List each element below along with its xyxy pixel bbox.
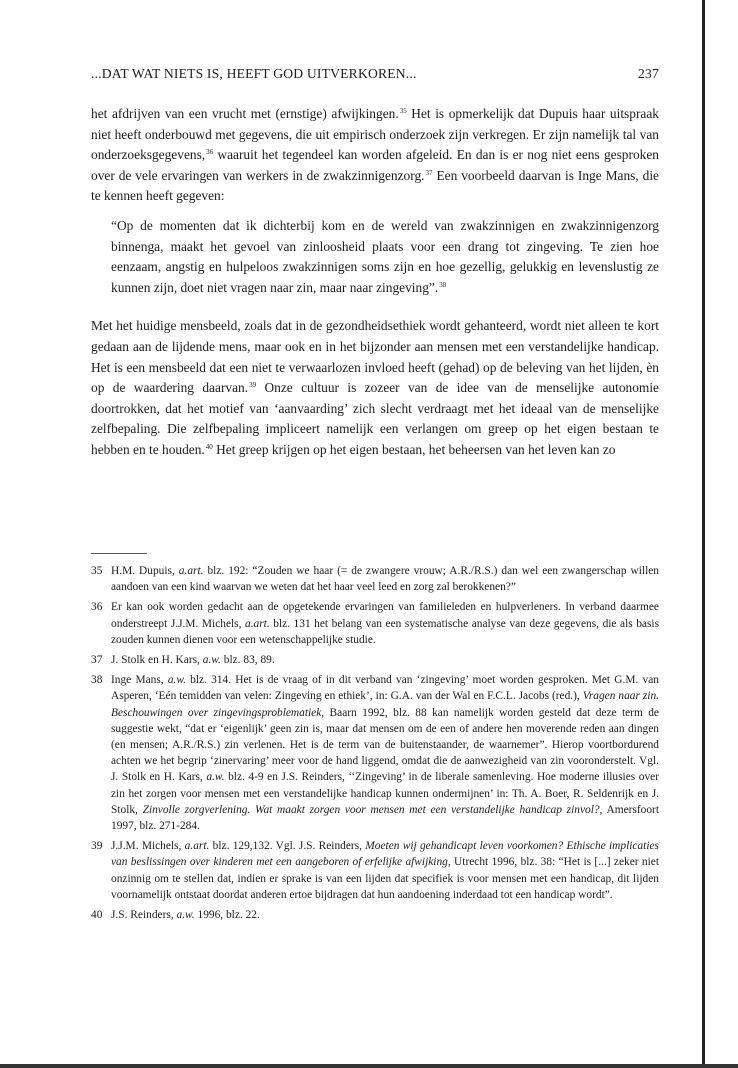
footnote-text: Er kan ook worden gedacht aan de opgetekende ervaringen van familieleden en hulpverleners. In verband daarmee onderstreept J.J.M. Michels, a.art. blz. 131 het belang van een systematische analyse van deze gegevens, die als basis zouden kunnen dienen voor een wetenschappelijke studie. bbox=[111, 601, 660, 646]
page-number: 237 bbox=[638, 66, 659, 81]
footnotes bbox=[91, 563, 659, 927]
footnote-ref-38[interactable]: 38 bbox=[439, 280, 447, 289]
footnote-number: 38 bbox=[91, 674, 103, 687]
footnote-number: 40 bbox=[91, 909, 103, 922]
footnote-36 bbox=[91, 599, 659, 648]
page-edge-right bbox=[702, 0, 705, 1068]
footnote-ref-36[interactable]: 36 bbox=[206, 148, 214, 157]
running-title: ...DAT WAT NIETS IS, HEEFT GOD UITVERKOREN... bbox=[91, 66, 417, 81]
footnote-text: J. Stolk en H. Kars, a.w. blz. 83, 89. bbox=[111, 654, 275, 667]
body-text bbox=[91, 104, 659, 461]
footnote-number: 35 bbox=[91, 565, 103, 577]
footnote-ref-37[interactable]: 37 bbox=[425, 168, 433, 177]
footnote-38 bbox=[91, 672, 659, 834]
page-edge-bottom bbox=[0, 1064, 738, 1068]
paragraph-2: Met het huidige mensbeeld, zoals dat in de gezondheidsethiek wordt gehanteerd, wordt niet alleen te kort gedaan aan de lijdende mens, maar ook en in het bijzonder aan mensen met een verstandelijke handicap. Het is een mensbeeld dat een niet te verwaarlozen invloed heeft (gehad) op de beleving van het lijden, èn op de waardering daarvan.$^{39}$ Onze cultuur is zozeer van de idee van de menselijke autonomie doortrokken, dat het motief van ‘aanvaarding’ zich slecht verdraagt met het ideaal van de menselijke zelfbepaling. Die zelfbepaling impliceert namelijk een verlangen om greep op het eigen bestaan te hebben en te houden.$^{40}$ Het greep krijgen op het eigen bestaan, het beheersen van het leven kan zo bbox=[91, 318, 659, 457]
block-quote: “Op de momenten dat ik dichterbij kom en de wereld van zwakzinnigen en zwakzinnigenzorg binnenga, maakt het gevoel van zinloosheid plaats voor een drang tot zingeving. Te zien hoe eenzaam, angstig en hulpeloos zwakzinnigen soms zijn en hoe gezellig, gelukkig en levenslustig ze kunnen zijn, doet niet vragen naar zin, maar naar zingeving”.$^{38}$ bbox=[111, 217, 659, 295]
footnote-number: 39 bbox=[91, 840, 103, 853]
footnote-ref-40[interactable]: 40 bbox=[205, 442, 213, 451]
footnote-ref-39[interactable]: 39 bbox=[249, 381, 257, 390]
footnote-text: Inge Mans, a.w. blz. 314. Het is de vraag of in dit verband van ‘zingeving’ moet worden gesproken. Met G.M. van Asperen, ‘Eén temidden van velen: Zingeving en ethiek’, in: G.A. van der Wal en F.C.L. Jacobs (red.), Vragen naar zin. Beschouwingen over zingevingsproblematiek, Baarn 1992, blz. 88 kan namelijk worden gesteld dat deze term de suggestie wekt, “dat er ‘eigenlijk’ geen zin is, maar dat mensen om de een of andere hen moverende reden aan dingen (en mensen; A.R./R.S.) zin verlenen. Het is de term van de buitenstaander, de waarnemer”. Hierop voortbordurend achten we het begrip ‘zinervaring’ meer voor de hand liggend, omdat die de aanwezigheid van zin vooronderstelt. Vgl. J. Stolk en H. Kars, a.w. blz. 4-9 en J.S. Reinders, ‘‘Zingeving’ in de liberale samenleving. Hoe moderne illusies over zin het zorgen voor mensen met een verstandelijke handicap kunnen ondermijnen’ in: Th. A. Boer, R. Seldenrijk en J. Stolk, Zinvolle zorgverlening. Wat maakt zorgen voor mensen met een verstandelijke handicap zinvol?, Amersfoort 1997, blz. 271-284. bbox=[111, 674, 659, 833]
footnote-ref-35[interactable]: 35 bbox=[399, 107, 407, 115]
footnote-40 bbox=[91, 907, 659, 923]
footnote-text: J.J.M. Michels, a.art. blz. 129,132. Vgl. J.S. Reinders, Moeten wij gehandicapt leven voorkomen? Ethische implicaties van beslissingen over kinderen met een aangeboren of erfelijke afwijking, Utrecht 1996, blz. 38: “Het is [...] zeker niet onzinnig om te stellen dat, indien er sprake is van een lijden dat specifiek is voor mensen met een handicap, dit lijden voornamelijk ontstaat doordat anderen ertoe bijdragen dat hun aandoening inderdaad tot een handicap wordt”. bbox=[111, 840, 660, 901]
footnote-text: J.S. Reinders, a.w. 1996, blz. 22. bbox=[111, 909, 260, 922]
paragraph-1: het afdrijven van een vrucht met (ernstige) afwijkingen.$^{35}$ Het is opmerkelijk dat Dupuis haar uitspraak niet heeft onderbouwd met gegevens, die uit empirisch onderzoek zijn verkregen. Er zijn namelijk tal van onderzoeksgegevens,$^{36}$ waaruit het tegendeel kan worden afgeleid. En dan is er nog niet eens gesproken over de vele ervaringen van werkers in de zwakzinnigenzorg.$^{37}$ Een voorbeeld daarvan is Inge Mans, die te kennen heeft gegeven: bbox=[91, 106, 660, 204]
footnote-number: 36 bbox=[91, 601, 103, 614]
footnote-39 bbox=[91, 838, 659, 903]
footnote-separator bbox=[91, 553, 147, 554]
footnote-35 bbox=[91, 563, 659, 595]
footnote-37 bbox=[91, 652, 659, 668]
footnote-number: 37 bbox=[91, 654, 103, 667]
footnote-text: H.M. Dupuis, a.art. blz. 192: “Zouden we haar (= de zwangere vrouw; A.R./R.S.) dan wel een zwangerschap willen aandoen van een kind waarvan we weten dat het haar veel leed en zorg zal berokkenen?” bbox=[111, 565, 659, 594]
